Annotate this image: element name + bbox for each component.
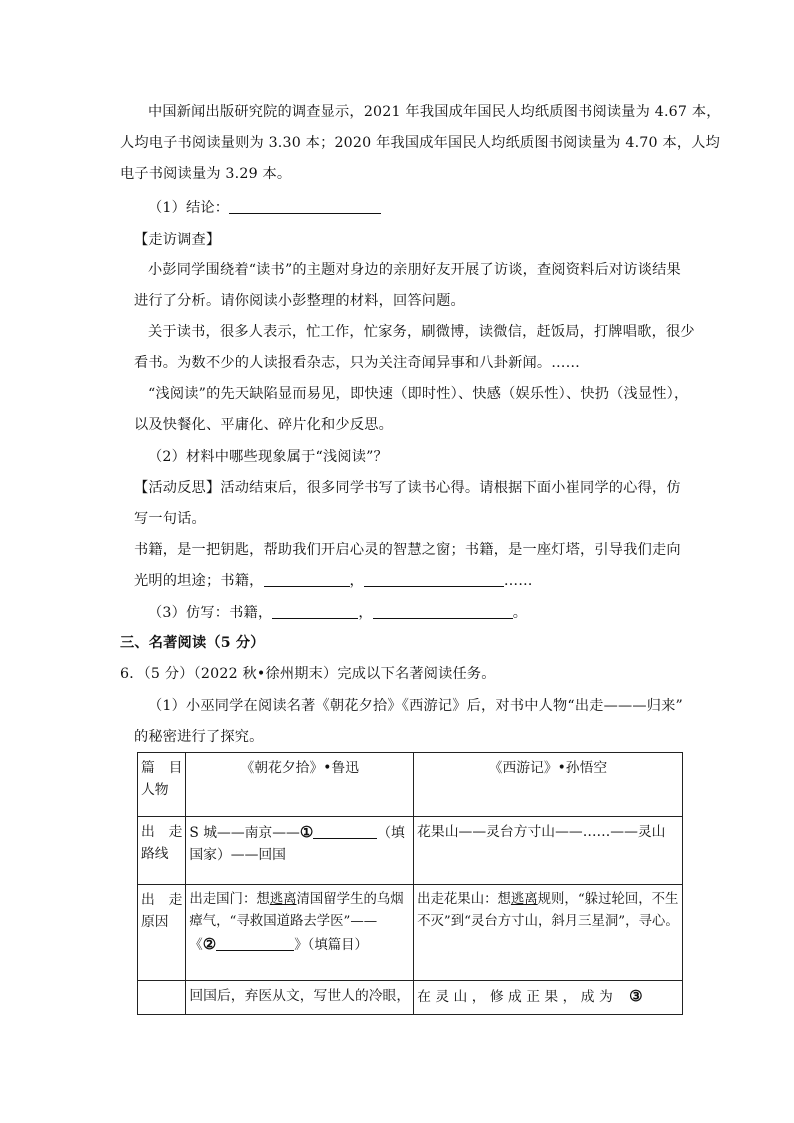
- visit-line-2: 进行了分析。请你阅读小彭整理的材料，回答问题。: [134, 293, 465, 309]
- q1-answer-blank[interactable]: [229, 199, 381, 214]
- q1-label: （1）结论：: [148, 200, 230, 216]
- route-xiyouji-cell: [414, 817, 683, 885]
- q6-sub1-line-1: （1）小巫同学在阅读名著《朝花夕拾》《西游记》后，对书中人物“出走———归来”: [148, 698, 683, 714]
- route-xiyouji-text: 花果山——灵台方寸山——……——灵山: [417, 824, 666, 840]
- table-row: [138, 885, 683, 981]
- blank-number-2: ②: [202, 935, 217, 953]
- table-row: [138, 817, 683, 885]
- route-zhaohua-line-1: [189, 821, 410, 844]
- return-label-cell: [138, 981, 186, 1015]
- visit-line-6: 以及快餐化、平庸化、碎片化和少反思。: [134, 417, 393, 433]
- return-zhaohua-cell: [186, 981, 414, 1015]
- reason-zhaohua-underlined: 逃离: [269, 892, 297, 907]
- return-xiyouji-text: 在 灵 山 ， 修 成 正 果 ， 成 为: [417, 989, 613, 1005]
- reflection-blank-1[interactable]: [264, 572, 350, 587]
- table-header-row: [138, 753, 683, 817]
- reflection-line-3: 书籍，是一把钥匙，帮助我们开启心灵的智慧之窗；书籍，是一座灯塔，引导我们走向: [134, 542, 681, 558]
- header-zhaohua-label: 《朝花夕拾》•鲁迅: [240, 760, 360, 776]
- route-blank-1[interactable]: [313, 824, 377, 839]
- reason-zhaohua-fill-hint: 》（填篇目）: [294, 938, 368, 953]
- reflection-line-4-start: 光明的坦途；书籍，: [134, 573, 264, 589]
- visit-line-4: 看书。为数不少的人读报看杂志，只为关注奇闻异事和八卦新闻。……: [134, 355, 581, 371]
- header-category-line-1: 篇 目: [141, 760, 183, 776]
- table-row: [138, 981, 683, 1015]
- blank-number-3: ③: [629, 987, 643, 1005]
- visit-heading: 【走访调查】: [134, 232, 221, 248]
- q3-blank-2[interactable]: [373, 604, 513, 619]
- reason-label-line-1: 出 走: [141, 892, 183, 908]
- reason-zhaohua-prefix: 出走国门：想: [189, 892, 270, 907]
- visit-line-1: 小彭同学围绕着“读书”的主题对身边的亲朋好友开展了访谈，查阅资料后对访谈结果: [148, 262, 681, 278]
- visit-line-3: 关于读书，很多人表示，忙工作，忙家务，刷微博，读微信，赶饭局，打牌唱歌，很少: [148, 324, 695, 340]
- reason-zhaohua-cell: [186, 885, 414, 981]
- section-3-heading: 三、名著阅读（5 分）: [120, 635, 265, 651]
- header-category-line-2: 人物: [141, 782, 169, 798]
- survey-line-2: 人均电子书阅读量则为 3.30 本；2020 年我国成年国民人均纸质图书阅读量为 4.70 本，人均: [120, 135, 721, 151]
- q6-sub1-line-2: 的秘密进行了探究。: [134, 729, 264, 745]
- reason-label-line-2: 原因: [141, 914, 169, 930]
- reason-xiyouji-suffix: 规则，“躲过轮回，不生: [537, 892, 679, 907]
- route-zhaohua-prefix: S 城——南京——: [189, 825, 300, 841]
- reason-zhaohua-line-1: [189, 889, 410, 911]
- q3-blank-1[interactable]: [272, 604, 358, 619]
- reason-zhaohua-suffix: 清国留学生的乌烟: [296, 892, 404, 907]
- return-xiyouji-cell: [414, 981, 683, 1015]
- reason-xiyouji-cell: [414, 885, 683, 981]
- comparison-table: [137, 752, 683, 1015]
- reason-zhaohua-line-2: 瘴气，“寻救国道路去学医”——: [189, 914, 378, 929]
- route-zhaohua-fill-hint: （填: [377, 825, 405, 841]
- reason-xiyouji-line-1: [417, 889, 679, 911]
- route-zhaohua-line-2: 国家）——回国: [189, 847, 286, 863]
- q6-stem: 6．（5 分）（2022 秋•徐州期末）完成以下名著阅读任务。: [120, 666, 496, 682]
- route-label-line-2: 路线: [141, 846, 169, 862]
- reflection-comma: ，: [349, 573, 364, 589]
- reason-zhaohua-line-3: [189, 933, 410, 957]
- reason-xiyouji-underlined: 逃离: [510, 892, 538, 907]
- blank-number-1: ①: [299, 823, 314, 841]
- reflection-line-4: [134, 571, 533, 591]
- header-xiyouji-label: 《西游记》•孙悟空: [488, 760, 608, 776]
- survey-line-1: 中国新闻出版研究院的调查显示，2021 年我国成年国民人均纸质图书阅读量为 4.67 本，: [148, 104, 721, 120]
- reason-xiyouji-line-2: 不灭”到“灵台方寸山，斜月三星洞”，寻心。: [417, 914, 679, 929]
- route-zhaohua-cell: [186, 817, 414, 885]
- reflection-blank-2[interactable]: [364, 572, 504, 587]
- return-zhaohua-text: 回国后，弃医从文，写世人的冷眼，: [189, 988, 411, 1004]
- q3-line: [148, 603, 527, 623]
- reason-blank-2[interactable]: [216, 936, 294, 951]
- q1-line: [148, 198, 381, 218]
- header-cell-category: [138, 753, 186, 817]
- survey-line-3: 电子书阅读量为 3.29 本。: [120, 166, 292, 182]
- route-label-cell: [138, 817, 186, 885]
- reflection-ellipsis: ……: [503, 573, 533, 589]
- q3-label: （3）仿写：书籍，: [148, 605, 273, 621]
- q3-comma: ，: [358, 605, 373, 621]
- header-cell-xiyouji: [414, 753, 683, 817]
- reflection-line-2: 写一句话。: [134, 511, 206, 527]
- reflection-line-1: 【活动反思】活动结束后，很多同学书写了读书心得。请根据下面小崔同学的心得，仿: [134, 480, 681, 496]
- header-cell-zhaohua: [186, 753, 414, 817]
- q3-end: 。: [512, 605, 528, 621]
- reason-zhaohua-bracket-open: 《: [189, 938, 203, 953]
- route-label-line-1: 出 走: [141, 824, 183, 840]
- q2-question: （2）材料中哪些现象属于“浅阅读”？: [148, 449, 388, 465]
- reason-xiyouji-prefix: 出走花果山：想: [417, 892, 511, 907]
- reason-label-cell: [138, 885, 186, 981]
- visit-line-5: “浅阅读”的先天缺陷显而易见，即快速（即时性）、快感（娱乐性）、快扔（浅显性），: [148, 386, 689, 402]
